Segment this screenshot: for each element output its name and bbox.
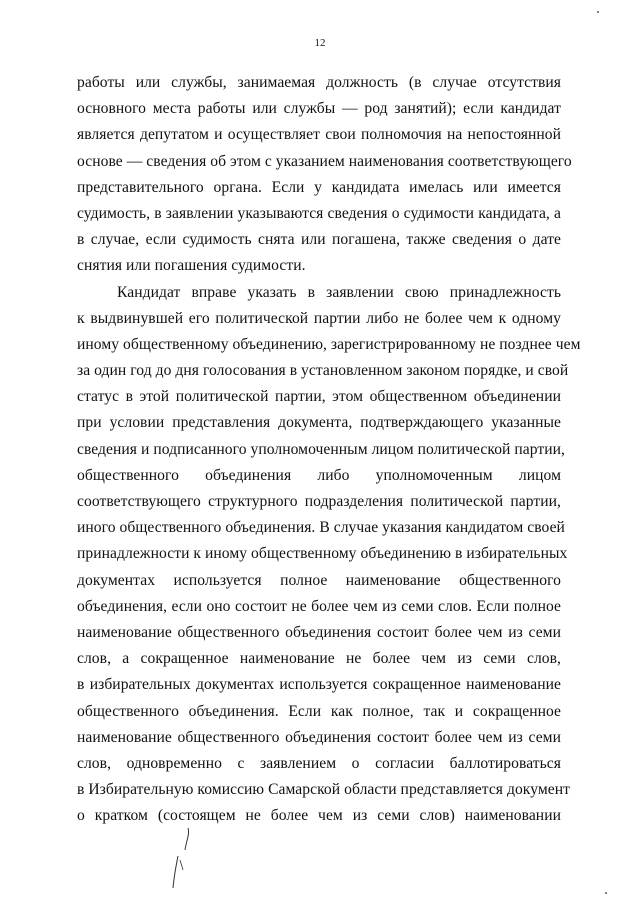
text-line: общественного объединения. Если как полное, так и сокращенное bbox=[77, 702, 561, 720]
text-line: статус в этой политической партии, этом общественном объединении bbox=[77, 388, 561, 406]
text-line: к выдвинувшей его политической партии либо не более чем к одному bbox=[77, 309, 561, 327]
text-line: является депутатом и осуществляет свои полномочия на непостоянной bbox=[77, 126, 561, 144]
text-line: слов, одновременно с заявлением о согласии баллотироваться bbox=[77, 754, 561, 772]
scan-speck bbox=[605, 892, 607, 894]
text-line: работы или службы, занимаемая должность (в случае отсутствия bbox=[77, 74, 561, 91]
text-line: о кратком (состоящем не более чем из семи слов) наименовании bbox=[77, 807, 561, 825]
text-line: иному общественному объединению, зарегистрированному не позднее чем bbox=[77, 335, 581, 353]
text-line: Кандидат вправе указать в заявлении свою принадлежность bbox=[117, 283, 561, 301]
text-line: принадлежности к иному общественному объединению в избирательных bbox=[77, 545, 568, 563]
text-line: наименование общественного объединения состоит более чем из семи bbox=[77, 623, 561, 641]
text-line: сведения и подписанного уполномоченным лицом политической партии, bbox=[77, 440, 565, 458]
body-text bbox=[77, 70, 581, 829]
text-line: при условии представления документа, подтверждающего указанные bbox=[77, 414, 561, 432]
text-line: общественного объединения либо уполномоченным лицом bbox=[77, 466, 561, 484]
scan-speck bbox=[597, 11, 599, 13]
text-line: основе — сведения об этом с указанием наименования соответствующего bbox=[77, 152, 572, 170]
text-line: соответствующего структурного подразделения политической партии, bbox=[77, 493, 561, 510]
page-number: 12 bbox=[314, 37, 326, 49]
text-line: судимость, в заявлении указываются сведения о судимости кандидата, а bbox=[77, 204, 561, 222]
text-line: слов, а сокращенное наименование не более чем из семи слов, bbox=[77, 650, 561, 668]
text-line: за один год до дня голосования в установленном законом порядке, и свой bbox=[77, 362, 569, 380]
text-line: основного места работы или службы — род занятий); если кандидат bbox=[77, 100, 561, 118]
text-line: в Избирательную комиссию Самарской области представляется документ bbox=[77, 781, 570, 799]
text-line: объединения, если оно состоит не более чем из семи слов. Если полное bbox=[77, 597, 561, 615]
text-line: документах используется полное наименование общественного bbox=[77, 571, 561, 589]
text-line: иного общественного объединения. В случае указания кандидатом своей bbox=[77, 519, 565, 537]
text-line: представительного органа. Если у кандидата имелась или имеется bbox=[77, 178, 561, 196]
text-line: в случае, если судимость снята или погашена, также сведения о дате bbox=[77, 231, 561, 249]
paragraph-2 bbox=[77, 280, 581, 830]
text-line: наименование общественного объединения состоит более чем из семи bbox=[77, 728, 561, 746]
text-line: в избирательных документах используется сокращенное наименование bbox=[77, 676, 561, 694]
signature-mark bbox=[166, 826, 206, 890]
text-line: снятия или погашения судимости. bbox=[77, 257, 306, 275]
paragraph-1 bbox=[77, 70, 572, 280]
